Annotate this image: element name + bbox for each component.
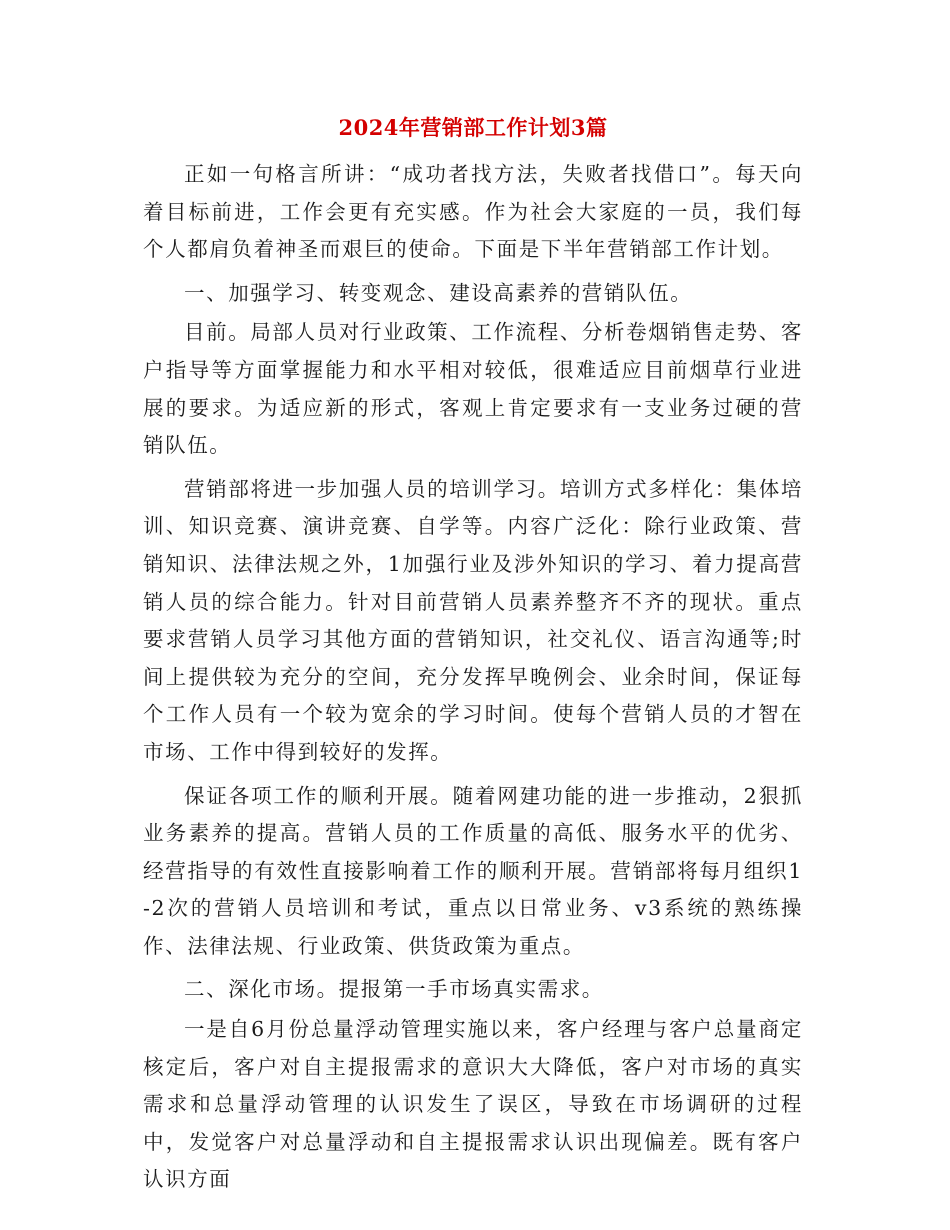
document-page xyxy=(143,110,803,1205)
body-paragraph: 保证各项工作的顺利开展。随着网建功能的进一步推动，2狠抓业务素养的提高。营销人员的工作质量的高低、服务水平的优劣、经营指导的有效性直接影响着工作的顺利开展。营销部将每月组织1-2次的营销人员培训和考试，重点以日常业务、v3系统的熟练操作、法律法规、行业政策、供货政策为重点。 xyxy=(143,783,803,958)
body-paragraph: 营销部将进一步加强人员的培训学习。培训方式多样化：集体培训、知识竞赛、演讲竞赛、自学等。内容广泛化：除行业政策、营销知识、法律法规之外，1加强行业及涉外知识的学习、着力提高营销人员的综合能力。针对目前营销人员素养整齐不齐的现状。重点要求营销人员学习其他方面的营销知识，社交礼仪、语言沟通等;时间上提供较为充分的空间，充分发挥早晚例会、业余时间，保证每个工作人员有一个较为宽余的学习时间。使每个营销人员的才智在市场、工作中得到较好的发挥。 xyxy=(143,476,803,764)
document-title: 2024年营销部工作计划3篇 xyxy=(338,115,608,140)
section-heading-2: 二、深化市场。提报第一手市场真实需求。 xyxy=(184,977,604,1002)
body-paragraph: 目前。局部人员对行业政策、工作流程、分析卷烟销售走势、客户指导等方面掌握能力和水平相对较低，很难适应目前烟草行业进展的要求。为适应新的形式，客观上肯定要求有一支业务过硬的营销队伍。 xyxy=(143,320,803,458)
section-heading-1: 一、加强学习、转变观念、建设高素养的营销队伍。 xyxy=(184,280,693,305)
body-paragraph: 一是自6月份总量浮动管理实施以来，客户经理与客户总量商定核定后，客户对自主提报需求的意识大大降低，客户对市场的真实需求和总量浮动管理的认识发生了误区，导致在市场调研的过程中，发觉客户对总量浮动和自主提报需求认识出现偏差。既有客户认识方面 xyxy=(143,1017,803,1192)
intro-paragraph: 正如一句格言所讲：“成功者找方法，失败者找借口”。每天向着目标前进，工作会更有充实感。作为社会大家庭的一员，我们每个人都肩负着神圣而艰巨的使命。下面是下半年营销部工作计划。 xyxy=(143,162,803,262)
